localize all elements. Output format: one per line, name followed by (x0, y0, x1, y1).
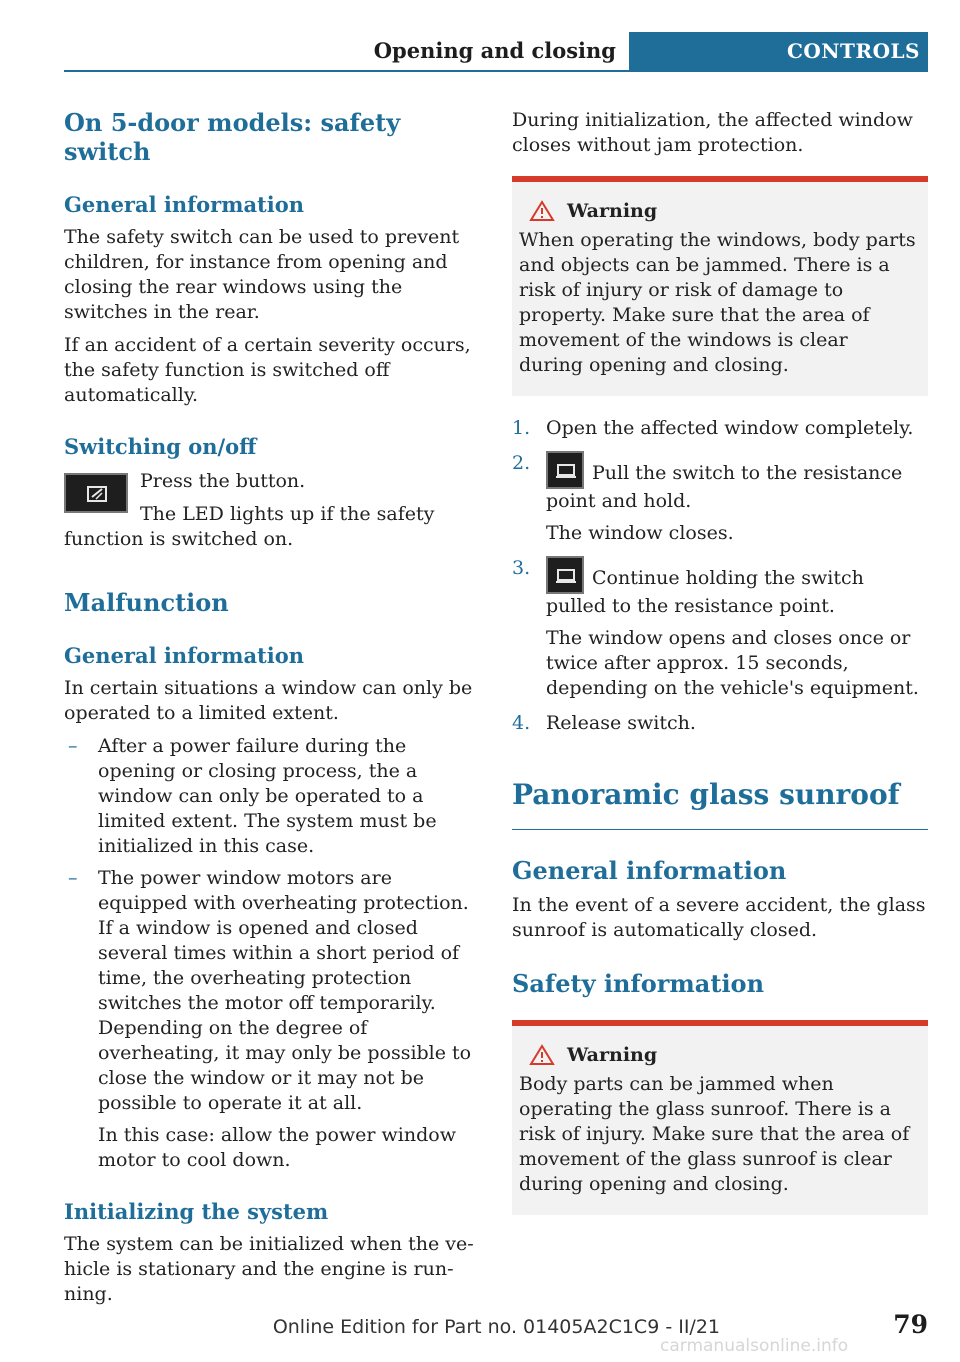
header-chapter-tab: CONTROLS (629, 32, 928, 72)
warning-text: Body parts can be jammed when operating the glass sunroof. There is a risk of injury. Make sure that the area of movement of the glass sunroof is clear during opening and closing. (519, 1073, 910, 1195)
switching-block (64, 469, 480, 552)
warning-box-sunroof (512, 1020, 928, 1215)
watermark: carmanualsonline.info (660, 1336, 849, 1356)
malfunction-heading: Malfunction (64, 588, 229, 617)
safety-information-heading: Safety information (512, 969, 765, 998)
step-item: 1. Open the affected window completely. (512, 417, 914, 439)
general-info-heading-2: General information (64, 643, 305, 668)
right-column (512, 104, 928, 1215)
general-info-text-3: In certain situations a window can only be operated to a limited extent. (64, 677, 473, 724)
left-column (64, 104, 480, 1307)
header-rule (64, 70, 928, 72)
sunroof-rule (512, 829, 928, 830)
warning-text: When operating the windows, body parts and objects can be jammed. There is a risk of injury or risk of damage to property. Make sure that the area of movement of the windows is clear during opening and closing. (519, 229, 916, 376)
general-info-heading-1: General information (64, 192, 305, 217)
sunroof-general-text: In the event of a severe accident, the glass sunroof is automatically closed. (512, 894, 926, 941)
led-text: The LED lights up if the safety function is switched on. (64, 503, 435, 550)
initialization-steps (512, 416, 928, 736)
step-note: The window opens and closes once or twice after approx. 15 seconds, depending on the vehicle's equipment. (546, 627, 919, 699)
safety-switch-button-image (64, 473, 128, 513)
general-info-text-2: If an accident of a certain severity occurs, the safety function is switched off automatically. (64, 334, 471, 406)
malfunction-list (64, 734, 480, 1173)
list-item: – The power window motors are equipped with overheating protection. If a window is opened and closed several times within a short period of time, the overheating protection switches the motor off temporarily. Depending on the degree of overheating, it may only be possible to close the window or it may not be possible to operate it at all. In this case: allow the power window motor to cool down. (64, 866, 480, 1173)
warning-box-windows (512, 176, 928, 396)
general-info-text-1: The safety switch can be used to prevent children, for instance from opening and closing the rear windows using the switches in the rear. (64, 226, 460, 323)
window-switch-icon (548, 558, 582, 592)
step-item: 3. Continue holding the switch pulled to the resistance point. The window opens and closes once or twice after approx. 15 seconds, depending on the vehicle's equipment. (512, 556, 928, 701)
initializing-text: The system can be initialized when the vehicle is stationary and the engine is running. (64, 1233, 474, 1305)
edition-text: Online Edition for Part no. 01405A2C1C9 - II/21 (272, 1316, 720, 1338)
warning-title: Warning (567, 1044, 658, 1066)
step-item: 4. Release switch. (512, 712, 696, 734)
window-lock-icon (66, 475, 126, 511)
general-info-heading-3: General information (512, 856, 787, 885)
window-switch-image (546, 556, 584, 594)
warning-triangle-icon (529, 200, 555, 222)
warning-title: Warning (567, 200, 658, 222)
initializing-heading: Initializing the system (64, 1199, 329, 1224)
press-button-text: Press the button. (140, 470, 306, 492)
safety-switch-heading: On 5-door models: safety switch (64, 108, 401, 166)
step-note: The window closes. (546, 522, 734, 544)
window-switch-icon (548, 453, 582, 487)
switching-heading: Switching on/off (64, 434, 257, 459)
header-section-title: Opening and closing (373, 38, 616, 63)
page-number: 79 (893, 1310, 928, 1339)
warning-triangle-icon (529, 1044, 555, 1066)
step-item: 2. Pull the switch to the resistance point and hold. The window closes. (512, 451, 928, 546)
window-switch-image (546, 451, 584, 489)
list-note: In this case: allow the power window motor to cool down. (98, 1124, 456, 1171)
list-item: – After a power failure during the opening or closing process, the a window can only be operated to a limited extent. The system must be initialized in this case. (68, 735, 437, 857)
initialization-intro: During initialization, the affected window closes without jam protection. (512, 109, 913, 156)
sunroof-heading: Panoramic glass sunroof (512, 778, 900, 811)
